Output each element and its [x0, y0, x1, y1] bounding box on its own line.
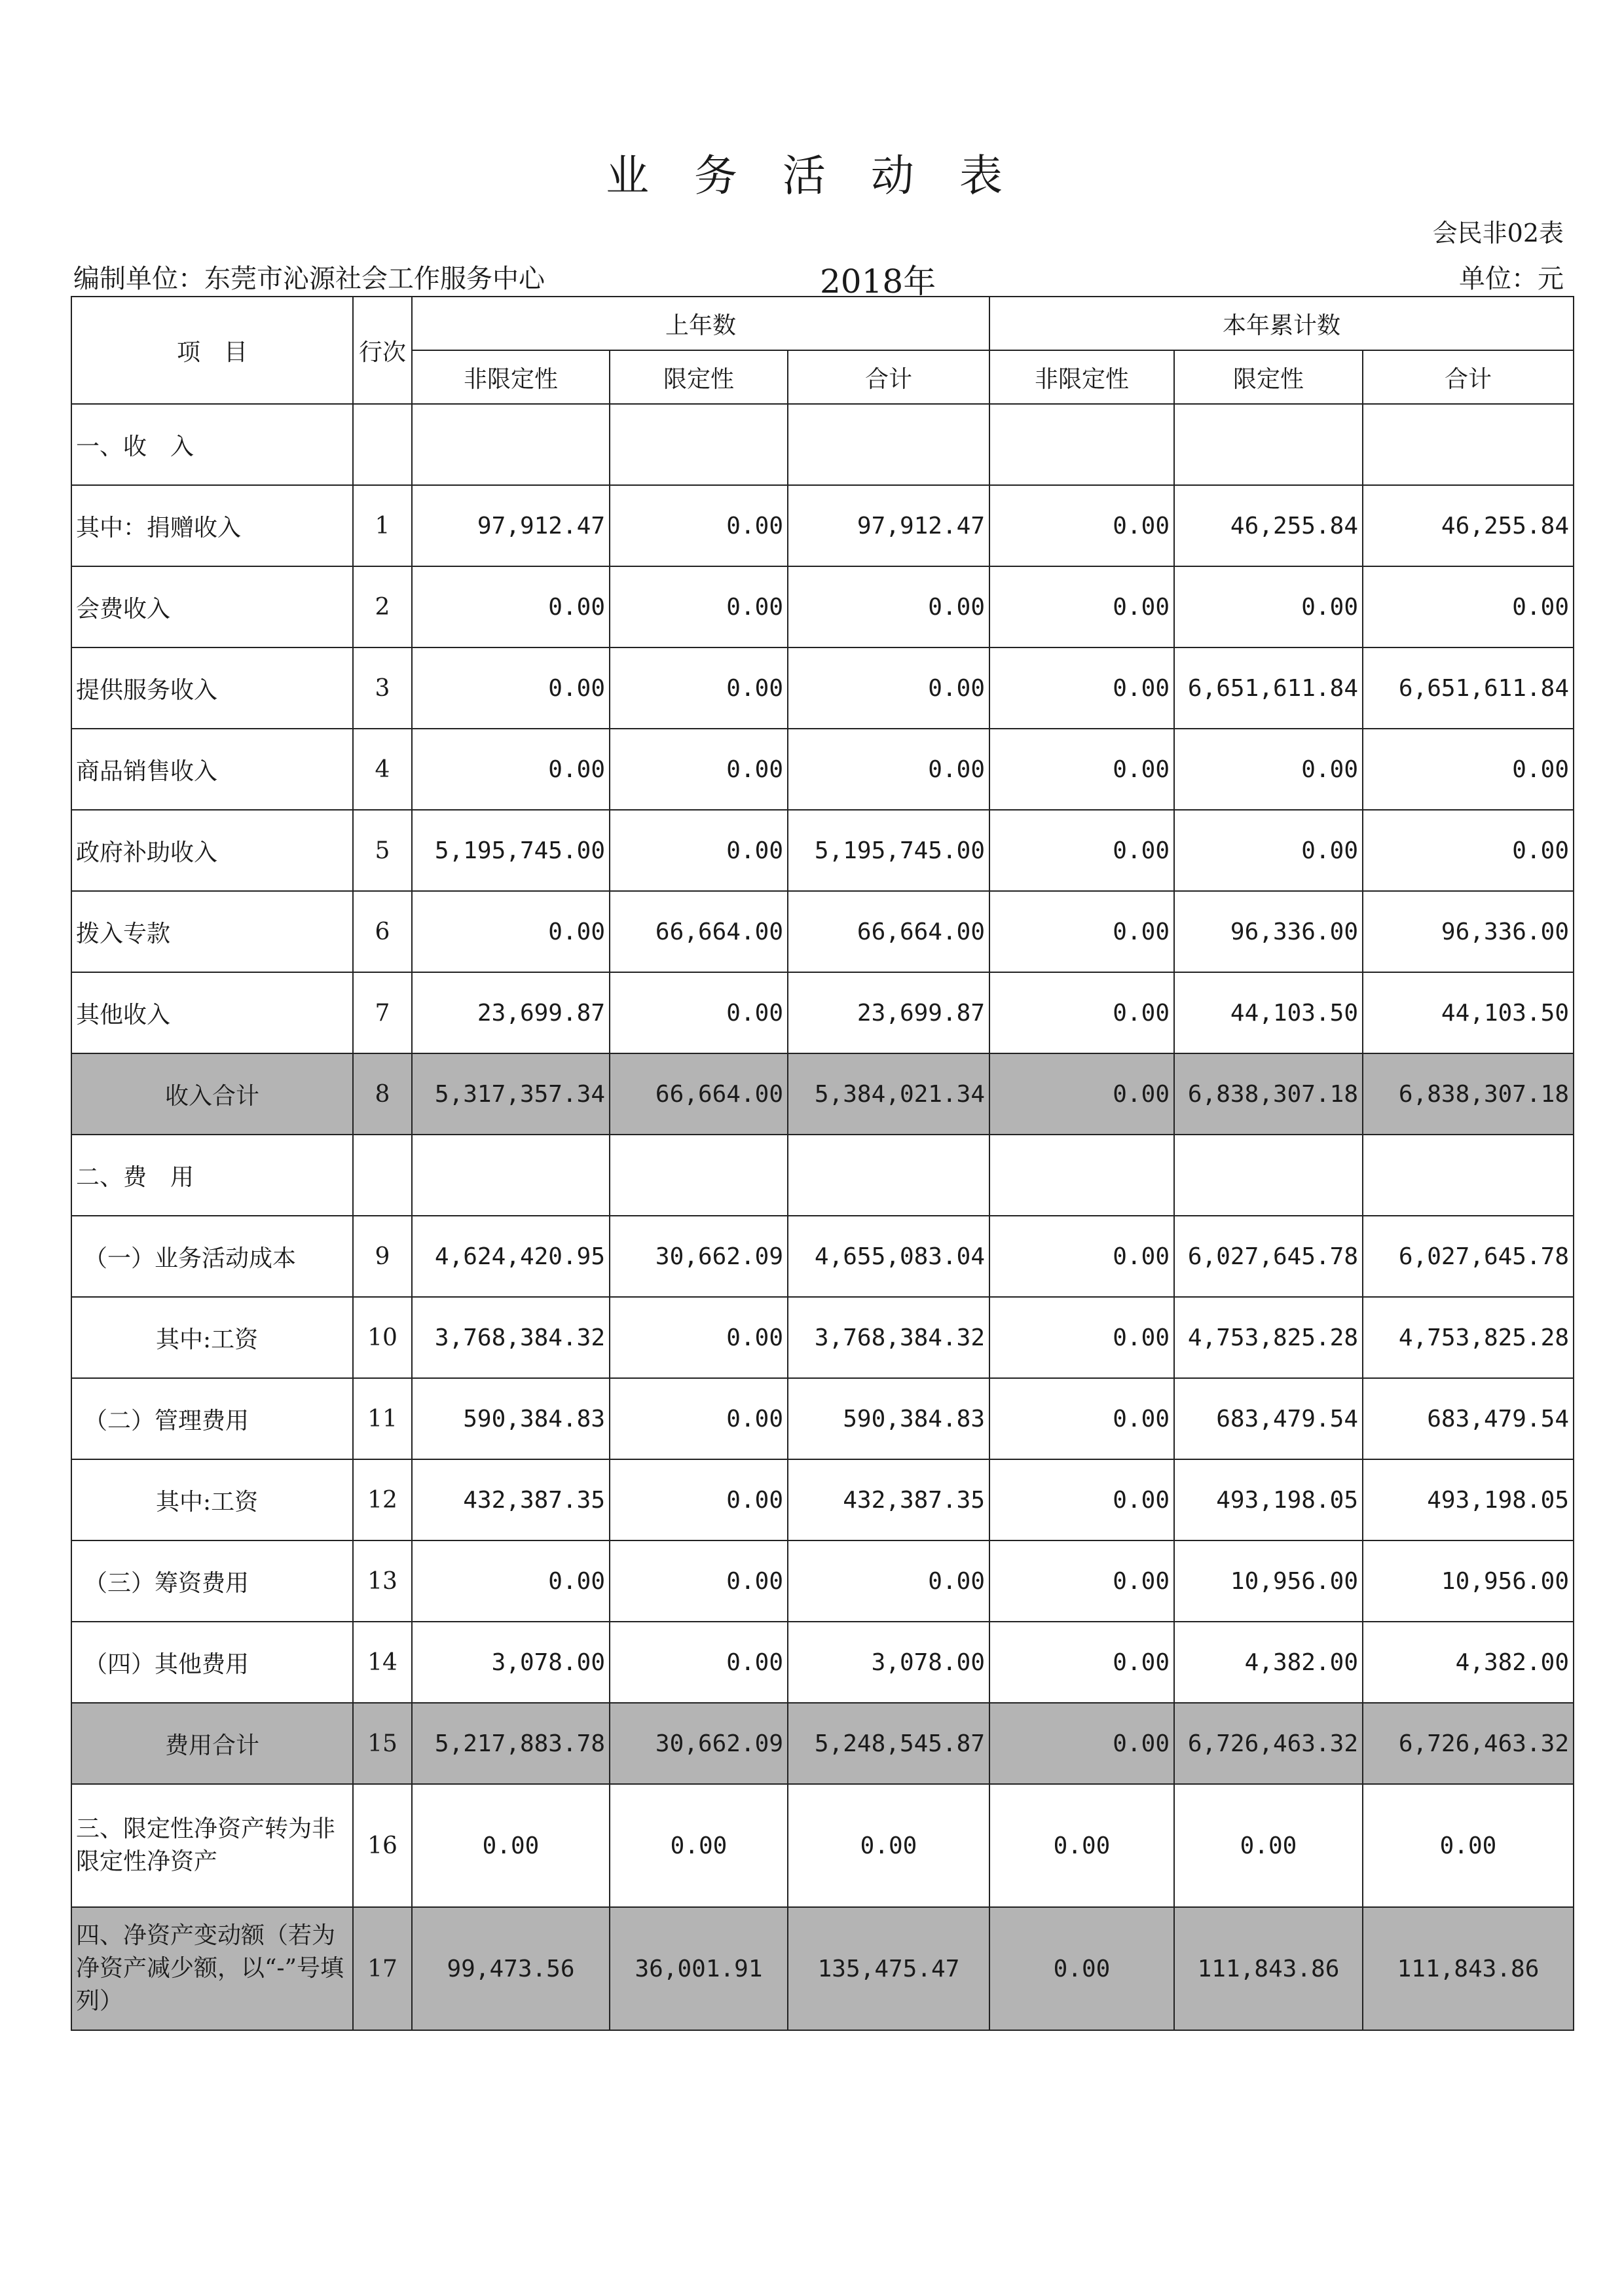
- currency-unit: 单位：元: [1459, 264, 1564, 294]
- row-value-cell: 0.00: [1363, 729, 1574, 810]
- activity-table: [71, 296, 1574, 2031]
- row-item-label: 三、限定性净资产转为非限定性净资产: [71, 1784, 353, 1907]
- row-value-cell: 0.00: [989, 1784, 1174, 1907]
- row-value-cell: 0.00: [412, 566, 610, 647]
- row-value-cell: 0.00: [610, 1378, 788, 1459]
- row-value-cell: 6,838,307.18: [1363, 1053, 1574, 1135]
- row-value-cell: 0.00: [412, 647, 610, 729]
- row-value-cell: [412, 404, 610, 485]
- row-item-label: 拨入专款: [71, 891, 353, 972]
- row-value-cell: 10,956.00: [1174, 1540, 1363, 1622]
- row-value-cell: 590,384.83: [412, 1378, 610, 1459]
- row-line-number: 7: [353, 972, 412, 1053]
- row-value-cell: 0.00: [610, 1784, 788, 1907]
- report-year: 2018年: [820, 263, 936, 301]
- row-value-cell: 66,664.00: [610, 891, 788, 972]
- row-value-cell: 0.00: [989, 972, 1174, 1053]
- row-value-cell: 6,027,645.78: [1363, 1216, 1574, 1297]
- row-value-cell: 0.00: [989, 1459, 1174, 1540]
- row-value-cell: 4,382.00: [1174, 1622, 1363, 1703]
- row-value-cell: 23,699.87: [788, 972, 989, 1053]
- header-item: 项 目: [71, 297, 353, 404]
- row-value-cell: 97,912.47: [412, 485, 610, 566]
- row-value-cell: 0.00: [412, 1540, 610, 1622]
- row-line-number: 3: [353, 647, 412, 729]
- row-value-cell: 36,001.91: [610, 1907, 788, 2030]
- row-line-number: 16: [353, 1784, 412, 1907]
- row-line-number: 2: [353, 566, 412, 647]
- report-meta: [73, 255, 1564, 301]
- row-value-cell: 96,336.00: [1174, 891, 1363, 972]
- row-value-cell: 493,198.05: [1363, 1459, 1574, 1540]
- header-curr-total: 合计: [1363, 350, 1574, 404]
- row-value-cell: [788, 404, 989, 485]
- row-value-cell: 432,387.35: [412, 1459, 610, 1540]
- row-value-cell: 4,753,825.28: [1174, 1297, 1363, 1378]
- row-value-cell: 0.00: [412, 729, 610, 810]
- row-value-cell: 0.00: [788, 1784, 989, 1907]
- table-row: [71, 647, 1574, 729]
- row-line-number: 4: [353, 729, 412, 810]
- row-item-label: （二）管理费用: [71, 1378, 353, 1459]
- row-value-cell: 111,843.86: [1174, 1907, 1363, 2030]
- row-value-cell: 97,912.47: [788, 485, 989, 566]
- row-value-cell: 0.00: [989, 729, 1174, 810]
- table-row: [71, 404, 1574, 485]
- row-value-cell: 30,662.09: [610, 1703, 788, 1784]
- row-value-cell: 0.00: [1363, 1784, 1574, 1907]
- table-row: [71, 1135, 1574, 1216]
- row-line-number: 12: [353, 1459, 412, 1540]
- row-item-label: 二、费 用: [71, 1135, 353, 1216]
- table-row: [71, 1053, 1574, 1135]
- row-value-cell: 0.00: [610, 1297, 788, 1378]
- header-curr-restricted: 限定性: [1174, 350, 1363, 404]
- row-value-cell: [989, 404, 1174, 485]
- form-code: 会民非02表: [1432, 219, 1564, 247]
- row-value-cell: 30,662.09: [610, 1216, 788, 1297]
- row-value-cell: 0.00: [610, 1622, 788, 1703]
- row-line-number: 9: [353, 1216, 412, 1297]
- row-value-cell: [412, 1135, 610, 1216]
- row-value-cell: 0.00: [989, 1907, 1174, 2030]
- row-value-cell: 46,255.84: [1363, 485, 1574, 566]
- page-title: 业 务 活 动 表: [606, 151, 1018, 201]
- table-row: [71, 810, 1574, 891]
- row-line-number: [353, 404, 412, 485]
- row-value-cell: 0.00: [989, 891, 1174, 972]
- row-value-cell: [1363, 1135, 1574, 1216]
- table-row: [71, 485, 1574, 566]
- row-value-cell: 44,103.50: [1174, 972, 1363, 1053]
- row-value-cell: [788, 1135, 989, 1216]
- header-curr-year: 本年累计数: [989, 297, 1574, 350]
- row-item-label: 费用合计: [71, 1703, 353, 1784]
- row-line-number: 11: [353, 1378, 412, 1459]
- row-value-cell: [610, 404, 788, 485]
- row-item-label: 其中：捐赠收入: [71, 485, 353, 566]
- table-row: [71, 891, 1574, 972]
- row-value-cell: 0.00: [989, 1378, 1174, 1459]
- table-row: [71, 1622, 1574, 1703]
- row-value-cell: 66,664.00: [610, 1053, 788, 1135]
- row-value-cell: 0.00: [610, 972, 788, 1053]
- row-value-cell: 0.00: [989, 810, 1174, 891]
- row-value-cell: 0.00: [1363, 566, 1574, 647]
- row-value-cell: 6,726,463.32: [1363, 1703, 1574, 1784]
- table-row: [71, 1703, 1574, 1784]
- row-value-cell: 4,655,083.04: [788, 1216, 989, 1297]
- table-row: [71, 729, 1574, 810]
- row-value-cell: 4,753,825.28: [1363, 1297, 1574, 1378]
- header-curr-unrestricted: 非限定性: [989, 350, 1174, 404]
- row-value-cell: 23,699.87: [412, 972, 610, 1053]
- row-item-label: （一）业务活动成本: [71, 1216, 353, 1297]
- table-row: [71, 1378, 1574, 1459]
- row-value-cell: 6,027,645.78: [1174, 1216, 1363, 1297]
- row-value-cell: 0.00: [1174, 810, 1363, 891]
- row-item-label: 其他收入: [71, 972, 353, 1053]
- row-value-cell: 0.00: [788, 729, 989, 810]
- table-row: [71, 1540, 1574, 1622]
- row-item-label: 一、收 入: [71, 404, 353, 485]
- row-value-cell: 0.00: [788, 1540, 989, 1622]
- row-value-cell: 0.00: [610, 647, 788, 729]
- row-value-cell: 46,255.84: [1174, 485, 1363, 566]
- row-value-cell: 99,473.56: [412, 1907, 610, 2030]
- row-value-cell: 0.00: [1174, 566, 1363, 647]
- table-row: [71, 566, 1574, 647]
- row-value-cell: 5,195,745.00: [412, 810, 610, 891]
- header-prev-year: 上年数: [412, 297, 989, 350]
- row-item-label: 提供服务收入: [71, 647, 353, 729]
- row-value-cell: 3,768,384.32: [788, 1297, 989, 1378]
- row-item-label: 四、净资产变动额（若为净资产减少额，以“-”号填列）: [71, 1907, 353, 2030]
- row-value-cell: 0.00: [989, 485, 1174, 566]
- table-row: [71, 1907, 1574, 2030]
- row-value-cell: 0.00: [610, 1540, 788, 1622]
- org-name: 编制单位：东莞市沁源社会工作服务中心: [73, 264, 545, 294]
- row-line-number: [353, 1135, 412, 1216]
- row-line-number: 17: [353, 1907, 412, 2030]
- row-item-label: 政府补助收入: [71, 810, 353, 891]
- row-value-cell: 3,078.00: [788, 1622, 989, 1703]
- row-value-cell: 4,382.00: [1363, 1622, 1574, 1703]
- row-value-cell: 6,651,611.84: [1174, 647, 1363, 729]
- row-value-cell: 4,624,420.95: [412, 1216, 610, 1297]
- row-value-cell: 0.00: [989, 1216, 1174, 1297]
- row-value-cell: 0.00: [989, 1622, 1174, 1703]
- row-value-cell: 44,103.50: [1363, 972, 1574, 1053]
- row-value-cell: 0.00: [1363, 810, 1574, 891]
- row-value-cell: 111,843.86: [1363, 1907, 1574, 2030]
- row-value-cell: [610, 1135, 788, 1216]
- row-line-number: 10: [353, 1297, 412, 1378]
- table-row: [71, 972, 1574, 1053]
- header-prev-total: 合计: [788, 350, 989, 404]
- table-row: [71, 1216, 1574, 1297]
- row-item-label: 商品销售收入: [71, 729, 353, 810]
- row-value-cell: 0.00: [610, 810, 788, 891]
- row-value-cell: 66,664.00: [788, 891, 989, 972]
- row-value-cell: 590,384.83: [788, 1378, 989, 1459]
- table-row: [71, 1784, 1574, 1907]
- header-line: 行次: [353, 297, 412, 404]
- table-row: [71, 1459, 1574, 1540]
- row-value-cell: 683,479.54: [1363, 1378, 1574, 1459]
- row-item-label: 会费收入: [71, 566, 353, 647]
- row-value-cell: 0.00: [989, 1297, 1174, 1378]
- row-value-cell: 135,475.47: [788, 1907, 989, 2030]
- row-value-cell: 0.00: [989, 1540, 1174, 1622]
- table-row: [71, 1297, 1574, 1378]
- row-value-cell: 0.00: [412, 1784, 610, 1907]
- row-value-cell: 0.00: [788, 566, 989, 647]
- row-value-cell: 0.00: [788, 647, 989, 729]
- row-value-cell: 0.00: [989, 566, 1174, 647]
- row-value-cell: 6,838,307.18: [1174, 1053, 1363, 1135]
- header-prev-unrestricted: 非限定性: [412, 350, 610, 404]
- row-value-cell: 0.00: [1174, 1784, 1363, 1907]
- row-item-label: （四）其他费用: [71, 1622, 353, 1703]
- row-value-cell: 6,726,463.32: [1174, 1703, 1363, 1784]
- row-value-cell: 432,387.35: [788, 1459, 989, 1540]
- row-item-label: （三）筹资费用: [71, 1540, 353, 1622]
- header-prev-restricted: 限定性: [610, 350, 788, 404]
- row-value-cell: 10,956.00: [1363, 1540, 1574, 1622]
- row-line-number: 6: [353, 891, 412, 972]
- row-value-cell: 0.00: [989, 1703, 1174, 1784]
- row-value-cell: 0.00: [412, 891, 610, 972]
- row-line-number: 13: [353, 1540, 412, 1622]
- row-value-cell: 0.00: [989, 647, 1174, 729]
- row-value-cell: 5,384,021.34: [788, 1053, 989, 1135]
- row-line-number: 14: [353, 1622, 412, 1703]
- row-value-cell: 0.00: [610, 1459, 788, 1540]
- row-line-number: 1: [353, 485, 412, 566]
- row-value-cell: 6,651,611.84: [1363, 647, 1574, 729]
- row-line-number: 8: [353, 1053, 412, 1135]
- table-body: [71, 404, 1574, 2030]
- row-value-cell: [1363, 404, 1574, 485]
- row-value-cell: 5,195,745.00: [788, 810, 989, 891]
- row-value-cell: 3,078.00: [412, 1622, 610, 1703]
- row-value-cell: 493,198.05: [1174, 1459, 1363, 1540]
- row-item-label: 其中:工资: [71, 1459, 353, 1540]
- row-item-label: 收入合计: [71, 1053, 353, 1135]
- row-value-cell: [1174, 1135, 1363, 1216]
- row-value-cell: [1174, 404, 1363, 485]
- row-value-cell: 0.00: [989, 1053, 1174, 1135]
- row-value-cell: 5,217,883.78: [412, 1703, 610, 1784]
- row-line-number: 5: [353, 810, 412, 891]
- row-line-number: 15: [353, 1703, 412, 1784]
- row-value-cell: 0.00: [1174, 729, 1363, 810]
- row-value-cell: 0.00: [610, 566, 788, 647]
- row-value-cell: 5,248,545.87: [788, 1703, 989, 1784]
- row-value-cell: [989, 1135, 1174, 1216]
- row-value-cell: 0.00: [610, 729, 788, 810]
- row-item-label: 其中:工资: [71, 1297, 353, 1378]
- row-value-cell: 3,768,384.32: [412, 1297, 610, 1378]
- row-value-cell: 0.00: [610, 485, 788, 566]
- row-value-cell: 96,336.00: [1363, 891, 1574, 972]
- row-value-cell: 5,317,357.34: [412, 1053, 610, 1135]
- row-value-cell: 683,479.54: [1174, 1378, 1363, 1459]
